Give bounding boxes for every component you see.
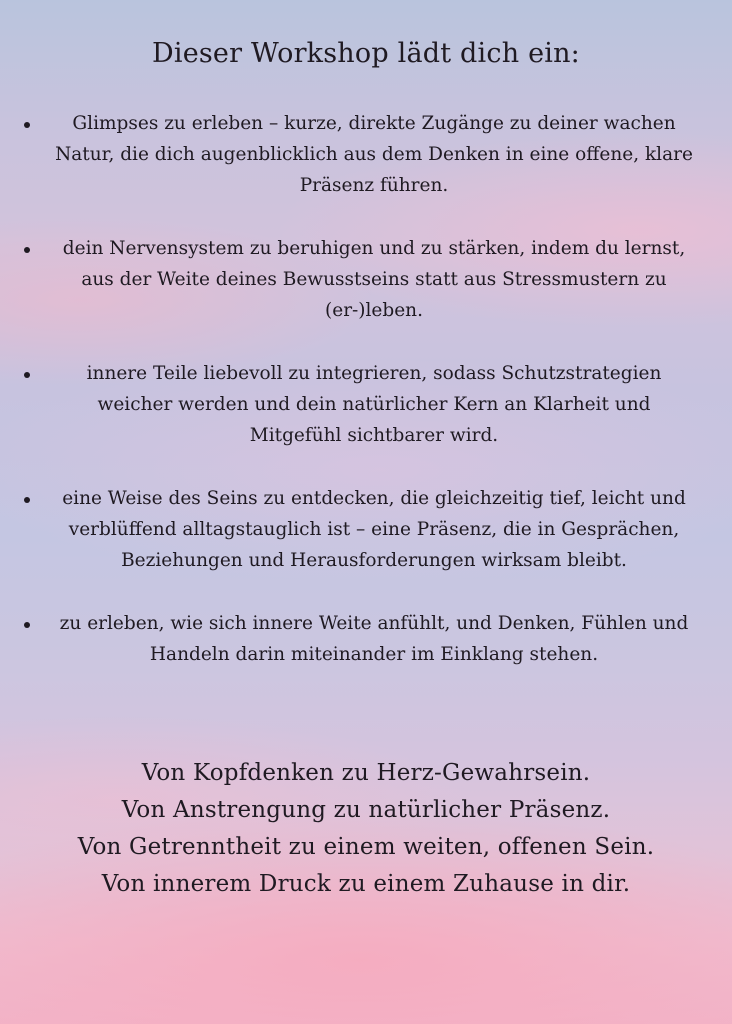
bullet-dot-icon xyxy=(24,372,30,378)
bullet-text: eine Weise des Seins zu entdecken, die gleichzeitig tief, leicht und verblüffend alltagstauglich ist – eine Präsenz, die in Gesprächen, Beziehungen und Herausforderungen wirksam bleibt. xyxy=(62,488,686,571)
page-title: Dieser Workshop lädt dich ein: xyxy=(152,38,580,69)
list-item xyxy=(0,233,732,326)
bullet-dot-icon xyxy=(24,497,30,503)
bullet-text: Glimpses zu erleben – kurze, direkte Zugänge zu deiner wachen Natur, die dich augenblicklich aus dem Denken in eine offene, klare Präsenz führen. xyxy=(55,113,693,196)
closing-statement xyxy=(0,755,732,903)
closing-line: Von innerem Druck zu einem Zuhause in dir. xyxy=(101,871,631,897)
list-item xyxy=(0,483,732,576)
closing-line: Von Getrenntheit zu einem weiten, offenen Sein. xyxy=(77,834,655,860)
bullet-text: innere Teile liebevoll zu integrieren, sodass Schutzstrategien weicher werden und dein natürlicher Kern an Klarheit und Mitgefühl sichtbarer wird. xyxy=(86,363,662,446)
bullet-dot-icon xyxy=(24,247,30,253)
bullet-dot-icon xyxy=(24,122,30,128)
bullet-list xyxy=(0,108,732,702)
bullet-text: dein Nervensystem zu beruhigen und zu stärken, indem du lernst, aus der Weite deines Bewusstseins statt aus Stressmustern zu (er-)leben. xyxy=(62,238,686,321)
list-item xyxy=(0,358,732,451)
bullet-dot-icon xyxy=(24,622,30,628)
list-item xyxy=(0,108,732,201)
list-item xyxy=(0,608,732,670)
closing-line: Von Anstrengung zu natürlicher Präsenz. xyxy=(121,797,611,823)
bullet-text: zu erleben, wie sich innere Weite anfühlt, und Denken, Fühlen und Handeln darin miteinander im Einklang stehen. xyxy=(59,613,689,665)
closing-line: Von Kopfdenken zu Herz-Gewahrsein. xyxy=(141,760,591,786)
